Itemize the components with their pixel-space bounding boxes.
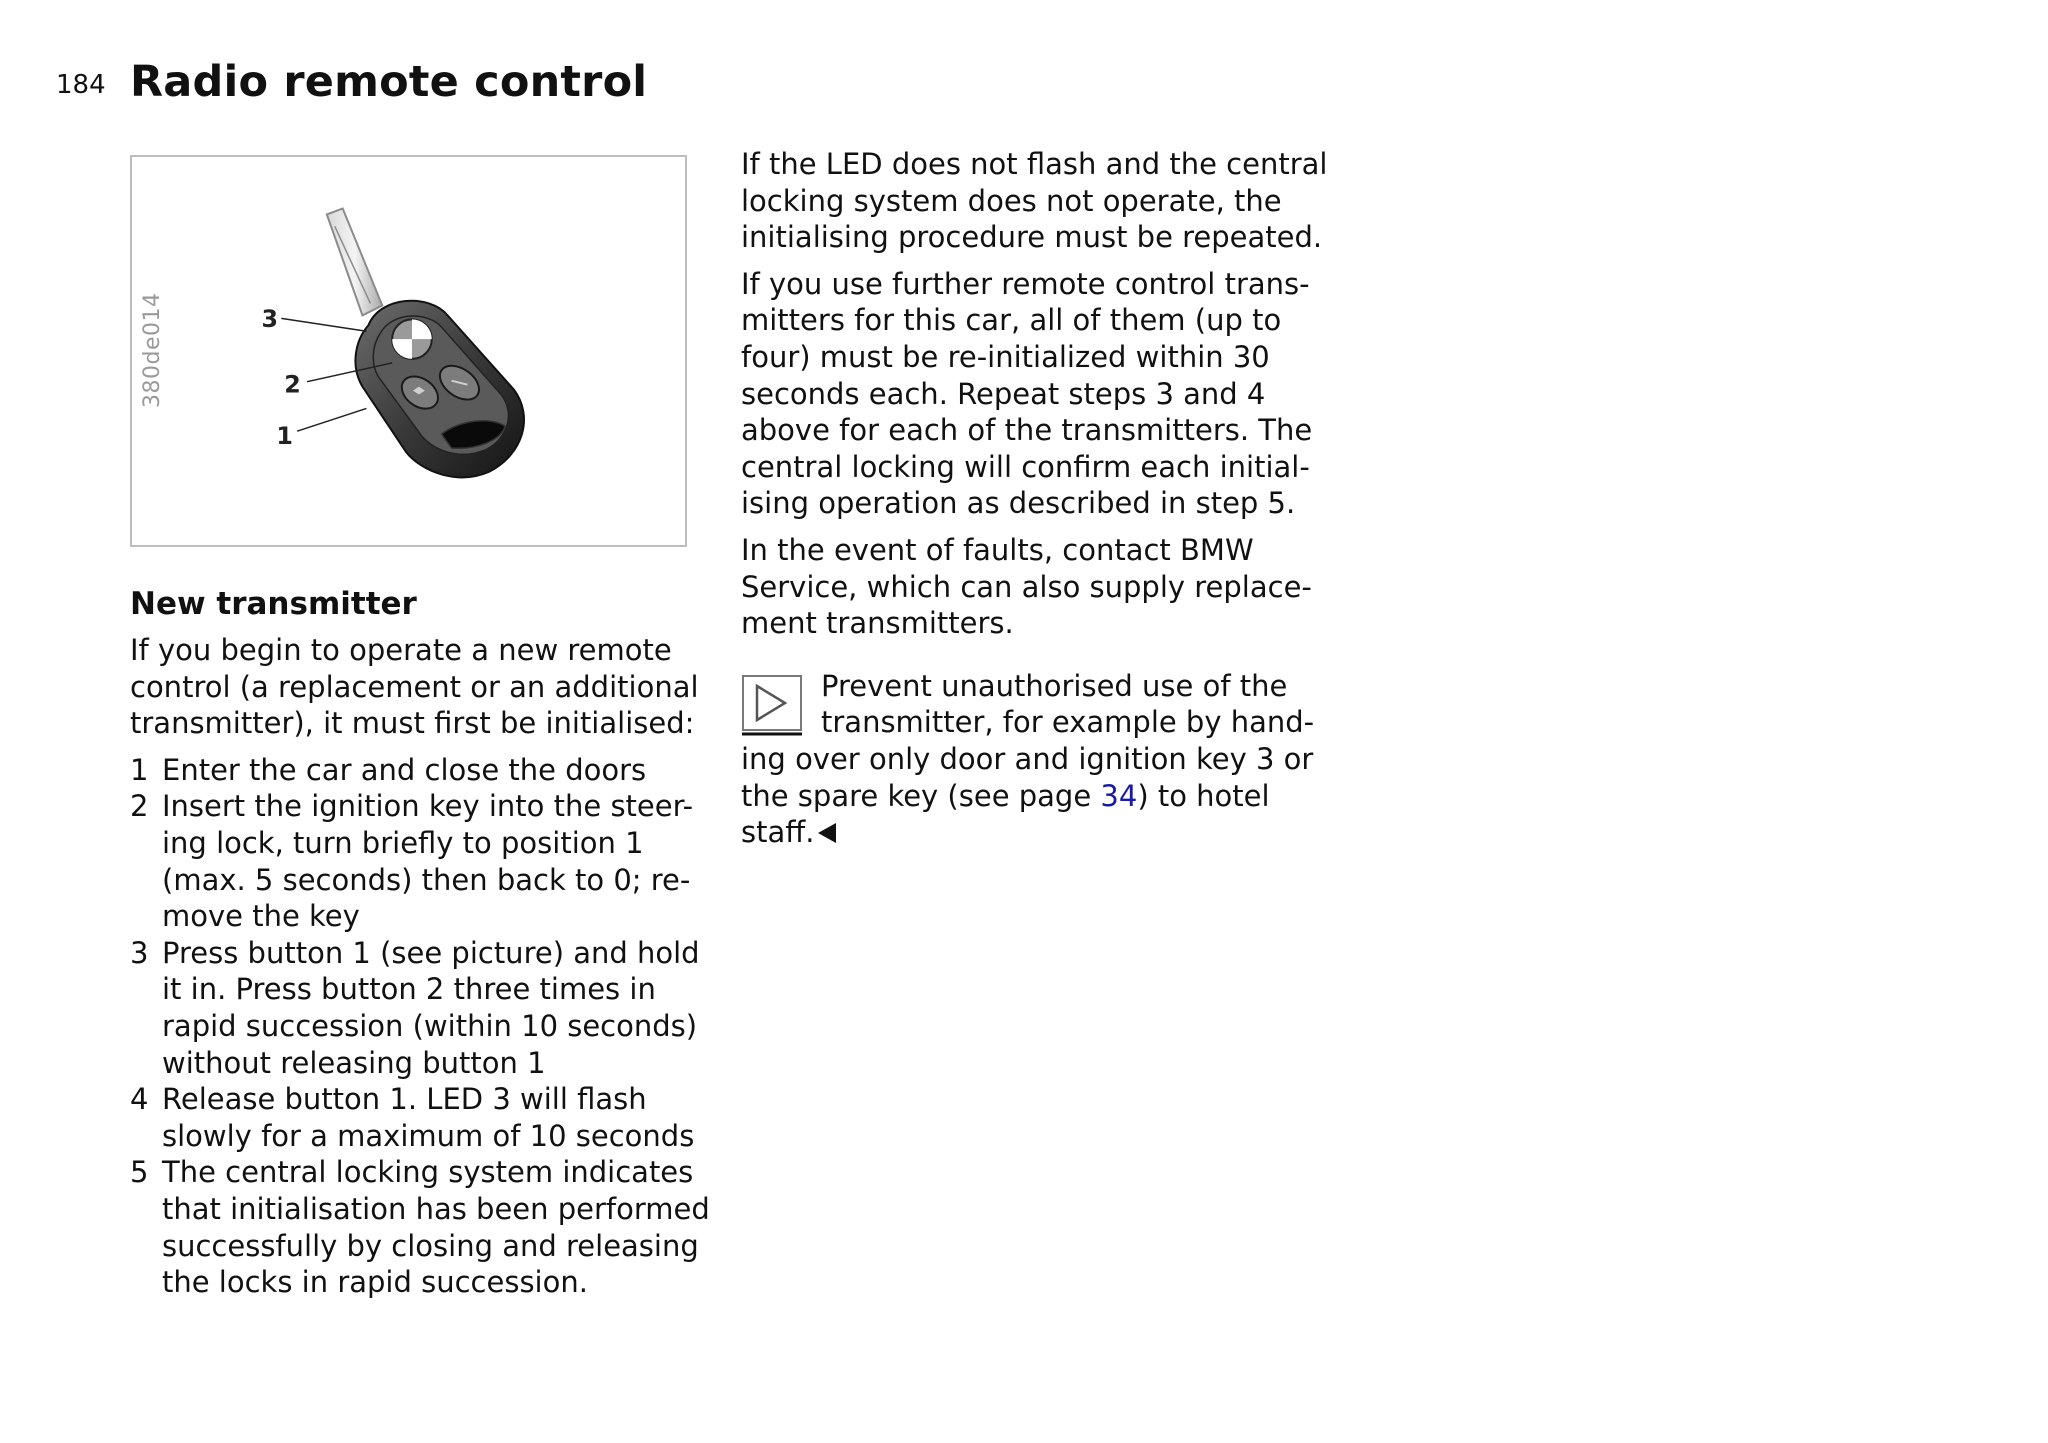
step-text: Press button 1 (see picture) and hold it in. Press button 2 three times in rapid succession (within 10 seconds) without releasing button 1 (162, 935, 700, 1080)
section-heading-new-transmitter: New transmitter (130, 586, 417, 622)
step-number: 3 (130, 935, 149, 970)
note-text-start: Prevent unauthorised use of the transmitter, for example by hand-ing over only door and ignition key 3 or the spare key (see page (741, 668, 1315, 813)
step-text: Insert the ignition key into the steer-ing lock, turn briefly to position 1 (max. 5 seconds) then back to 0; re-move the key (162, 789, 694, 934)
step-text: Release button 1. LED 3 will flash slowly for a maximum of 10 seconds (162, 1082, 695, 1153)
remote-key-figure (130, 155, 687, 547)
callout-1: 1 (276, 422, 293, 451)
list-item (130, 1154, 720, 1300)
right-column (741, 146, 1341, 851)
step-text: Enter the car and close the doors (162, 752, 647, 787)
step-number: 2 (130, 789, 149, 824)
list-item (130, 935, 720, 1081)
list-item (130, 752, 720, 789)
end-marker-icon (818, 823, 836, 843)
step-number: 4 (130, 1082, 149, 1117)
security-note (741, 668, 1341, 851)
list-item (130, 1081, 720, 1154)
further-transmitters-paragraph: If you use further remote control trans-mitters for this car, all of them (up to four) must be re-initialized within 30 seconds each. Repeat steps 3 and 4 above for each of the transmitters. The central locking will confirm each initial-ising operation as described in step 5. (741, 266, 1313, 521)
note-arrow-icon (741, 674, 803, 736)
figure-code: 380de014 (140, 292, 165, 408)
key-fob-body (355, 301, 524, 478)
step-number: 5 (130, 1155, 149, 1190)
initialisation-steps (130, 752, 720, 1301)
intro-paragraph: If you begin to operate a new remote control (a replacement or an additional transmitter), it must first be initialised: (130, 633, 699, 741)
left-column (130, 584, 720, 1301)
page-34-link[interactable]: 34 (1100, 778, 1138, 813)
step-text: The central locking system indicates that initialisation has been performed successfully by closing and releasing the locks in rapid succession. (162, 1155, 710, 1300)
key-blade (327, 208, 382, 315)
remote-key-illustration (132, 157, 685, 545)
list-item (130, 788, 720, 934)
faults-paragraph: In the event of faults, contact BMW Service, which can also supply replace-ment transmitters. (741, 532, 1312, 641)
led-paragraph: If the LED does not flash and the central locking system does not operate, the initialising procedure must be repeated. (741, 147, 1328, 255)
callout-3: 3 (261, 305, 279, 334)
page-title: Radio remote control (130, 57, 648, 107)
page-number: 184 (56, 70, 106, 100)
note-text-end: ) to hotel staff. (741, 778, 1270, 850)
step-number: 1 (130, 752, 149, 787)
callout-2: 2 (284, 370, 301, 399)
